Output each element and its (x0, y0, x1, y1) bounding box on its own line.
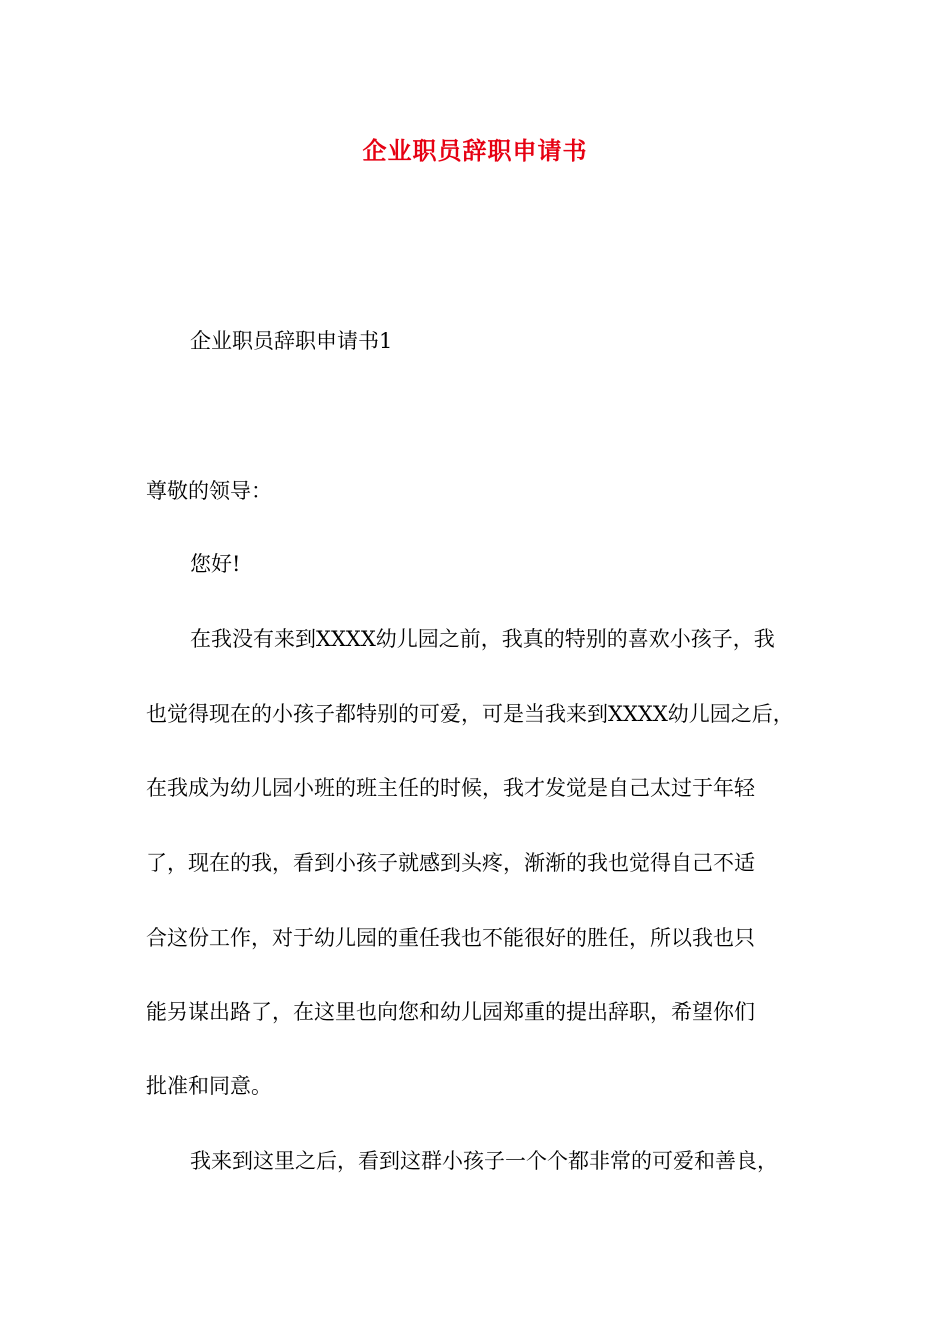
body-line: 也觉得现在的小孩子都特别的可爱，可是当我来到XXXX幼儿园之后， (146, 702, 794, 726)
body-line: 我来到这里之后，看到这群小孩子一个个都非常的可爱和善良， (190, 1149, 778, 1173)
salutation: 您好! (190, 552, 241, 576)
greeting: 尊敬的领导： (146, 479, 272, 503)
body-line: 在我没有来到XXXX幼儿园之前，我真的特别的喜欢小孩子，我 (190, 627, 775, 651)
body-line: 合这份工作，对于幼儿园的重任我也不能很好的胜任，所以我也只 (146, 926, 755, 950)
body-line: 能另谋出路了，在这里也向您和幼儿园郑重的提出辞职，希望你们 (146, 1000, 755, 1024)
section-heading: 企业职员辞职申请书1 (190, 329, 393, 353)
document-title: 企业职员辞职申请书 (362, 136, 588, 165)
body-line: 批准和同意。 (146, 1074, 272, 1098)
body-line: 了，现在的我，看到小孩子就感到头疼，渐渐的我也觉得自己不适 (146, 851, 755, 875)
body-line: 在我成为幼儿园小班的班主任的时候，我才发觉是自己太过于年轻 (146, 776, 755, 800)
